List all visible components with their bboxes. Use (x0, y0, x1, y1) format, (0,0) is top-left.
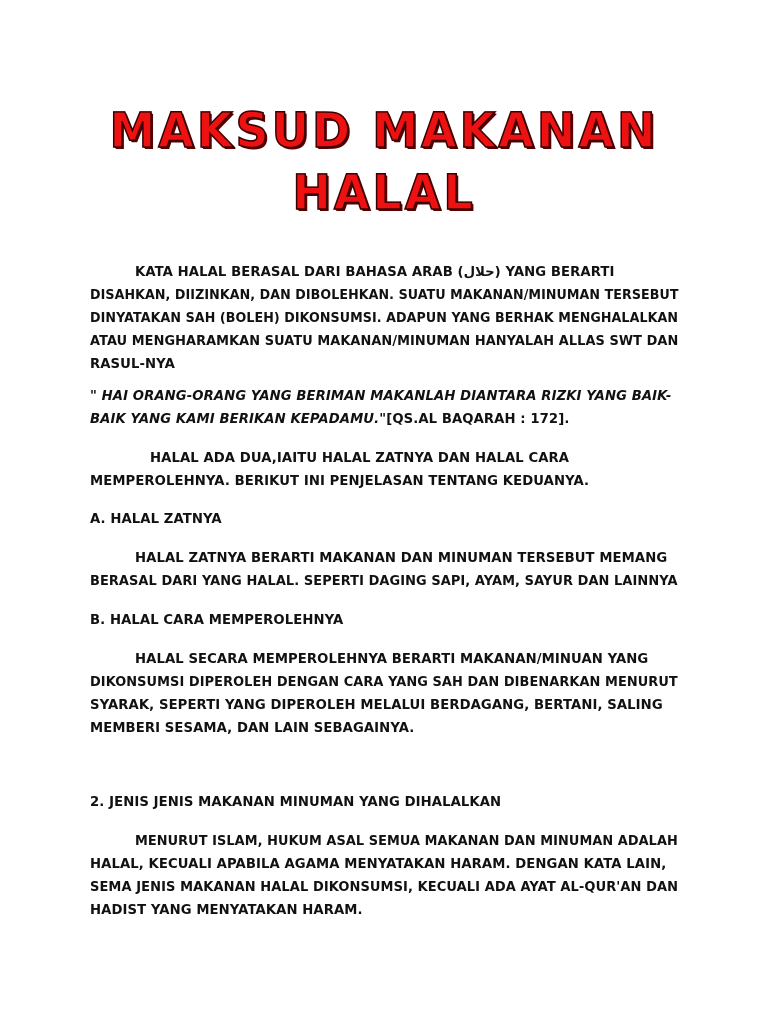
title-line-1: MAKSUD MAKANAN (109, 101, 659, 159)
title-line-2: HALAL (292, 163, 476, 221)
quote-text: BAIK YANG KAMI BERIKAN KEPADAMU." (90, 412, 387, 427)
paragraph-2-line: MEMPEROLEHNYA. BERIKUT INI PENJELASAN TENTANG KEDUANYA. (90, 474, 590, 489)
section-b-line: SYARAK, SEPERTI YANG DIPEROLEH MELALUI BERDAGANG, BERTANI, SALING (90, 698, 663, 713)
quote-reference: [QS.AL BAQARAH : 172]. (386, 412, 570, 427)
section-b-line: DIKONSUMSI DIPEROLEH DENGAN CARA YANG SAH DAN DIBENARKAN MENURUT (90, 675, 678, 690)
section-a-line: HALAL ZATNYA BERARTI MAKANAN DAN MINUMAN TERSEBUT MEMANG (135, 551, 668, 566)
section-b-line: MEMBERI SESAMA, DAN LAIN SEBAGAINYA. (90, 721, 415, 736)
section-2-line: MENURUT ISLAM, HUKUM ASAL SEMUA MAKANAN DAN MINUMAN ADALAH (135, 834, 678, 849)
section-b-line: HALAL SECARA MEMPEROLEHNYA BERARTI MAKANAN/MINUAN YANG (135, 652, 649, 667)
section-a-line: BERASAL DARI YANG HALAL. SEPERTI DAGING SAPI, AYAM, SAYUR DAN LAINNYA (90, 574, 678, 589)
paragraph-1-line: DISAHKAN, DIIZINKAN, DAN DIBOLEHKAN. SUATU MAKANAN/MINUMAN TERSEBUT (90, 288, 679, 303)
quote-line-1: " HAI ORANG-ORANG YANG BERIMAN MAKANLAH DIANTARA RIZKI YANG BAIK- (90, 389, 672, 404)
paragraph-1-line: KATA HALAL BERASAL DARI BAHASA ARAB (حلال) YANG BERARTI (135, 265, 615, 280)
paragraph-2-line: HALAL ADA DUA,IAITU HALAL ZATNYA DAN HALAL CARA (150, 451, 570, 466)
section-2-heading: 2. JENIS JENIS MAKANAN MINUMAN YANG DIHALALKAN (90, 795, 502, 810)
paragraph-1-line: RASUL-NYA (90, 357, 175, 372)
section-a-heading: A. HALAL ZATNYA (90, 512, 222, 527)
section-2-line: SEMA JENIS MAKANAN HALAL DIKONSUMSI, KECUALI ADA AYAT AL-QUR'AN DAN (90, 880, 679, 895)
section-2-line: HALAL, KECUALI APABILA AGAMA MENYATAKAN HARAM. DENGAN KATA LAIN, (90, 857, 667, 872)
paragraph-1-line: DINYATAKAN SAH (BOLEH) DIKONSUMSI. ADAPUN YANG BERHAK MENGHALALKAN (90, 311, 679, 326)
paragraph-1-line: ATAU MENGHARAMKAN SUATU MAKANAN/MINUMAN HANYALAH ALLAS SWT DAN (90, 334, 679, 349)
quote-line-2 (90, 412, 569, 427)
section-b-heading: B. HALAL CARA MEMPEROLEHNYA (90, 613, 344, 628)
section-2-line: HADIST YANG MENYATAKAN HARAM. (90, 903, 363, 918)
